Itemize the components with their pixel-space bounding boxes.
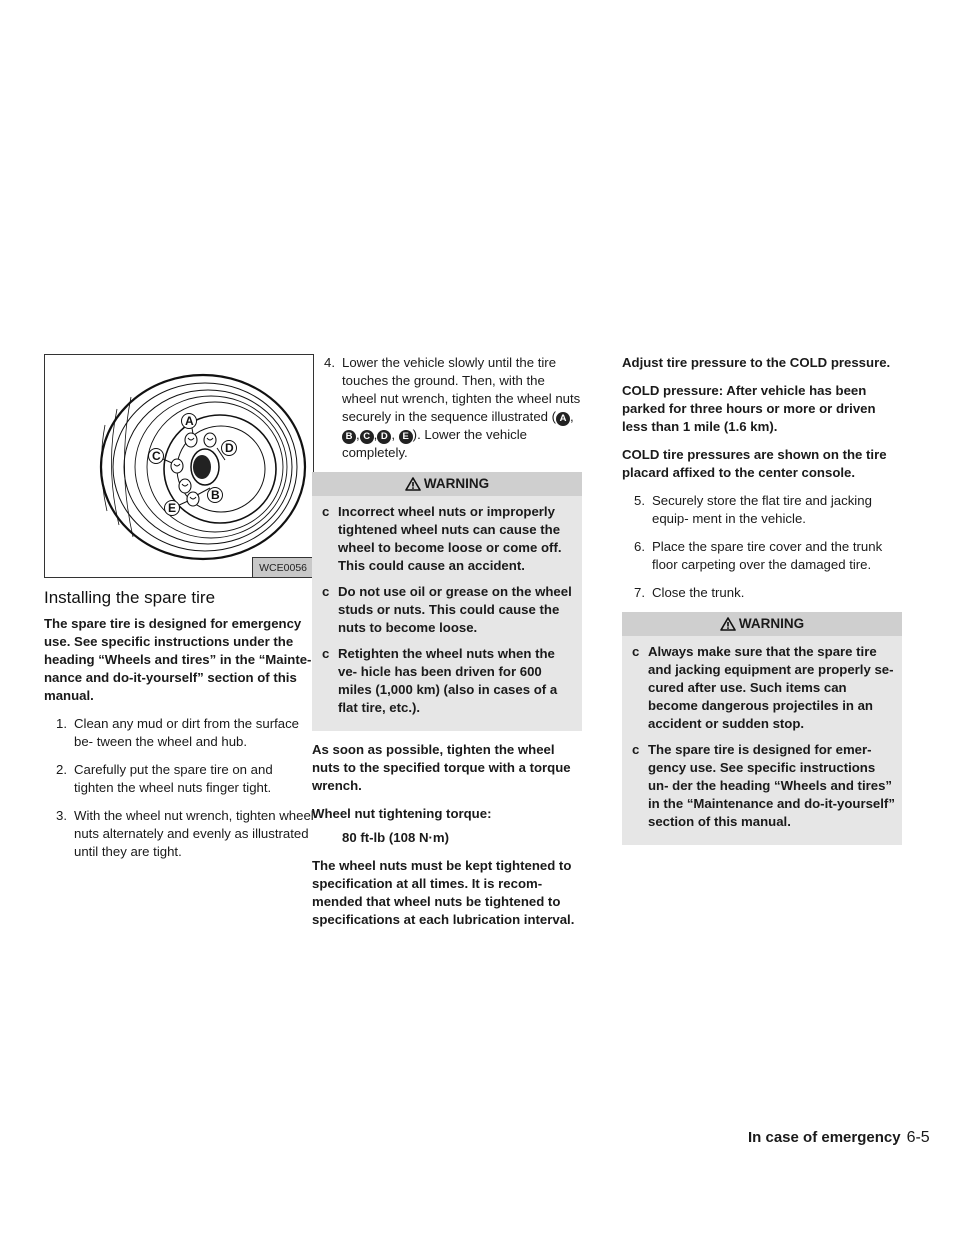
torque-paragraph: As soon as possible, tighten the wheel nuts to the specified torque with a torque wrench. xyxy=(312,742,571,793)
step-number: 6. xyxy=(634,539,645,554)
step-number: 2. xyxy=(56,762,67,777)
adjust-pressure: Adjust tire pressure to the COLD pressure. xyxy=(622,355,891,370)
step-text: Clean any mud or dirt from the surface be- tween the wheel and hub. xyxy=(74,716,300,749)
torque-label: Wheel nut tightening torque: xyxy=(312,806,492,821)
step-number: 7. xyxy=(634,585,645,600)
warning-item xyxy=(318,583,576,637)
placard-note: COLD tire pressures are shown on the tire placard affixed to the center console. xyxy=(622,447,887,480)
warning-item xyxy=(628,741,896,831)
warning-item xyxy=(318,503,576,575)
steps-list-final xyxy=(622,492,902,602)
warning-triangle-icon xyxy=(720,617,736,631)
warning-text: Retighten the wheel nuts when the ve- hicle has been driven for 600 miles (1,000 km) (also in cases of a flat tire, etc.). xyxy=(338,646,558,715)
cold-pressure-definition: COLD pressure: After vehicle has been parked for three hours or more or driven less than 1 mile (1.6 km). xyxy=(622,383,876,434)
column-middle xyxy=(312,354,582,939)
step-text: Lower the vehicle slowly until the tire touches the ground. Then, with the wheel nut wrench, tighten the wheel nuts securely in the sequence illustrated ( A ,B , C , D , E ). Lower the vehicle completely. xyxy=(342,355,581,460)
bullet: c xyxy=(322,646,330,661)
sequence-badge: D xyxy=(377,430,391,444)
sequence-badge: E xyxy=(399,430,413,444)
step-text: Securely store the flat tire and jacking equip- ment in the vehicle. xyxy=(652,493,872,526)
step-text: Place the spare tire cover and the trunk floor carpeting over the damaged tire. xyxy=(652,539,883,572)
bullet: c xyxy=(322,584,330,599)
page-number: 6-5 xyxy=(906,1129,930,1146)
page-footer xyxy=(748,1129,930,1147)
warning-text: Always make sure that the spare tire and jacking equipment are properly se- cured after use. Such items can become dangerous projectiles in an accident or sudden stop. xyxy=(648,644,894,731)
warning-text: The spare tire is designed for emer- gency use. See specific instructions un- der the heading “Wheels and tires” in the “Maintenance and do-it-yourself” section of this manual. xyxy=(648,742,895,829)
steps-list xyxy=(44,715,314,861)
step-text: Close the trunk. xyxy=(652,585,745,600)
sequence-badge: C xyxy=(360,430,374,444)
column-right xyxy=(622,354,902,855)
figure-label: D xyxy=(225,441,234,455)
bullet: c xyxy=(632,644,640,659)
figure-label: C xyxy=(152,449,161,463)
warning-title: WARNING xyxy=(423,476,490,491)
section-title: Installing the spare tire xyxy=(44,588,216,607)
warning-text: Incorrect wheel nuts or improperly tightened wheel nuts can cause the wheel to become loose or come off. This could cause an accident. xyxy=(338,504,562,573)
step-number: 3. xyxy=(56,808,67,823)
list-item xyxy=(312,354,582,462)
warning-header xyxy=(622,612,902,636)
list-item xyxy=(622,538,902,574)
figure-id: WCE0056 xyxy=(252,557,313,577)
wheel-illustration xyxy=(45,355,313,577)
warning-box xyxy=(622,636,902,845)
step-text-before: Lower the vehicle slowly until the tire touches the ground. Then, with the wheel nut wrench, tighten the wheel nuts securely in the sequence illustrated ( xyxy=(342,355,581,424)
step-text: With the wheel nut wrench, tighten wheel nuts alternately and evenly as illustrated until they are tight. xyxy=(74,808,314,859)
step-number: 1. xyxy=(56,716,67,731)
warning-item xyxy=(628,643,896,733)
warning-box xyxy=(312,496,582,731)
step-number: 5. xyxy=(634,493,645,508)
warning-item xyxy=(318,645,576,717)
list-item xyxy=(622,492,902,528)
step-text-after: ). Lower the vehicle completely. xyxy=(342,427,528,460)
list-item xyxy=(44,715,314,751)
sequence-badge: A xyxy=(556,412,570,426)
figure-label: B xyxy=(211,488,220,502)
spare-tire-figure xyxy=(44,354,314,578)
warning-title: WARNING xyxy=(738,616,805,631)
step-number: 4. xyxy=(324,355,335,370)
step-text: Carefully put the spare tire on and tighten the wheel nuts finger tight. xyxy=(74,762,273,795)
figure-label: A xyxy=(185,414,194,428)
torque-value: 80 ft-lb (108 N·m) xyxy=(342,830,449,845)
warning-triangle-icon xyxy=(405,477,421,491)
steps-list-continued xyxy=(312,354,582,462)
figure-label: E xyxy=(168,501,177,515)
sequence-badge: B xyxy=(342,430,356,444)
bullet: c xyxy=(632,742,640,757)
intro-paragraph: The spare tire is designed for emergency use. See specific instructions under the heading “Wheels and tires” in the “Mainte- nance and do-it-yourself” section of this manual. xyxy=(44,616,312,703)
list-item xyxy=(44,761,314,797)
warning-header xyxy=(312,472,582,496)
list-item xyxy=(622,584,902,602)
chapter-title: In case of emergency xyxy=(748,1129,901,1146)
warning-text: Do not use oil or grease on the wheel studs or nuts. This could cause the nuts to become loose. xyxy=(338,584,572,635)
torque-note: The wheel nuts must be kept tightened to specification at all times. It is recom- mended that wheel nuts be tightened to specifications at each lubrication interval. xyxy=(312,858,575,927)
bullet: c xyxy=(322,504,330,519)
list-item xyxy=(44,807,314,861)
column-left xyxy=(44,354,314,871)
